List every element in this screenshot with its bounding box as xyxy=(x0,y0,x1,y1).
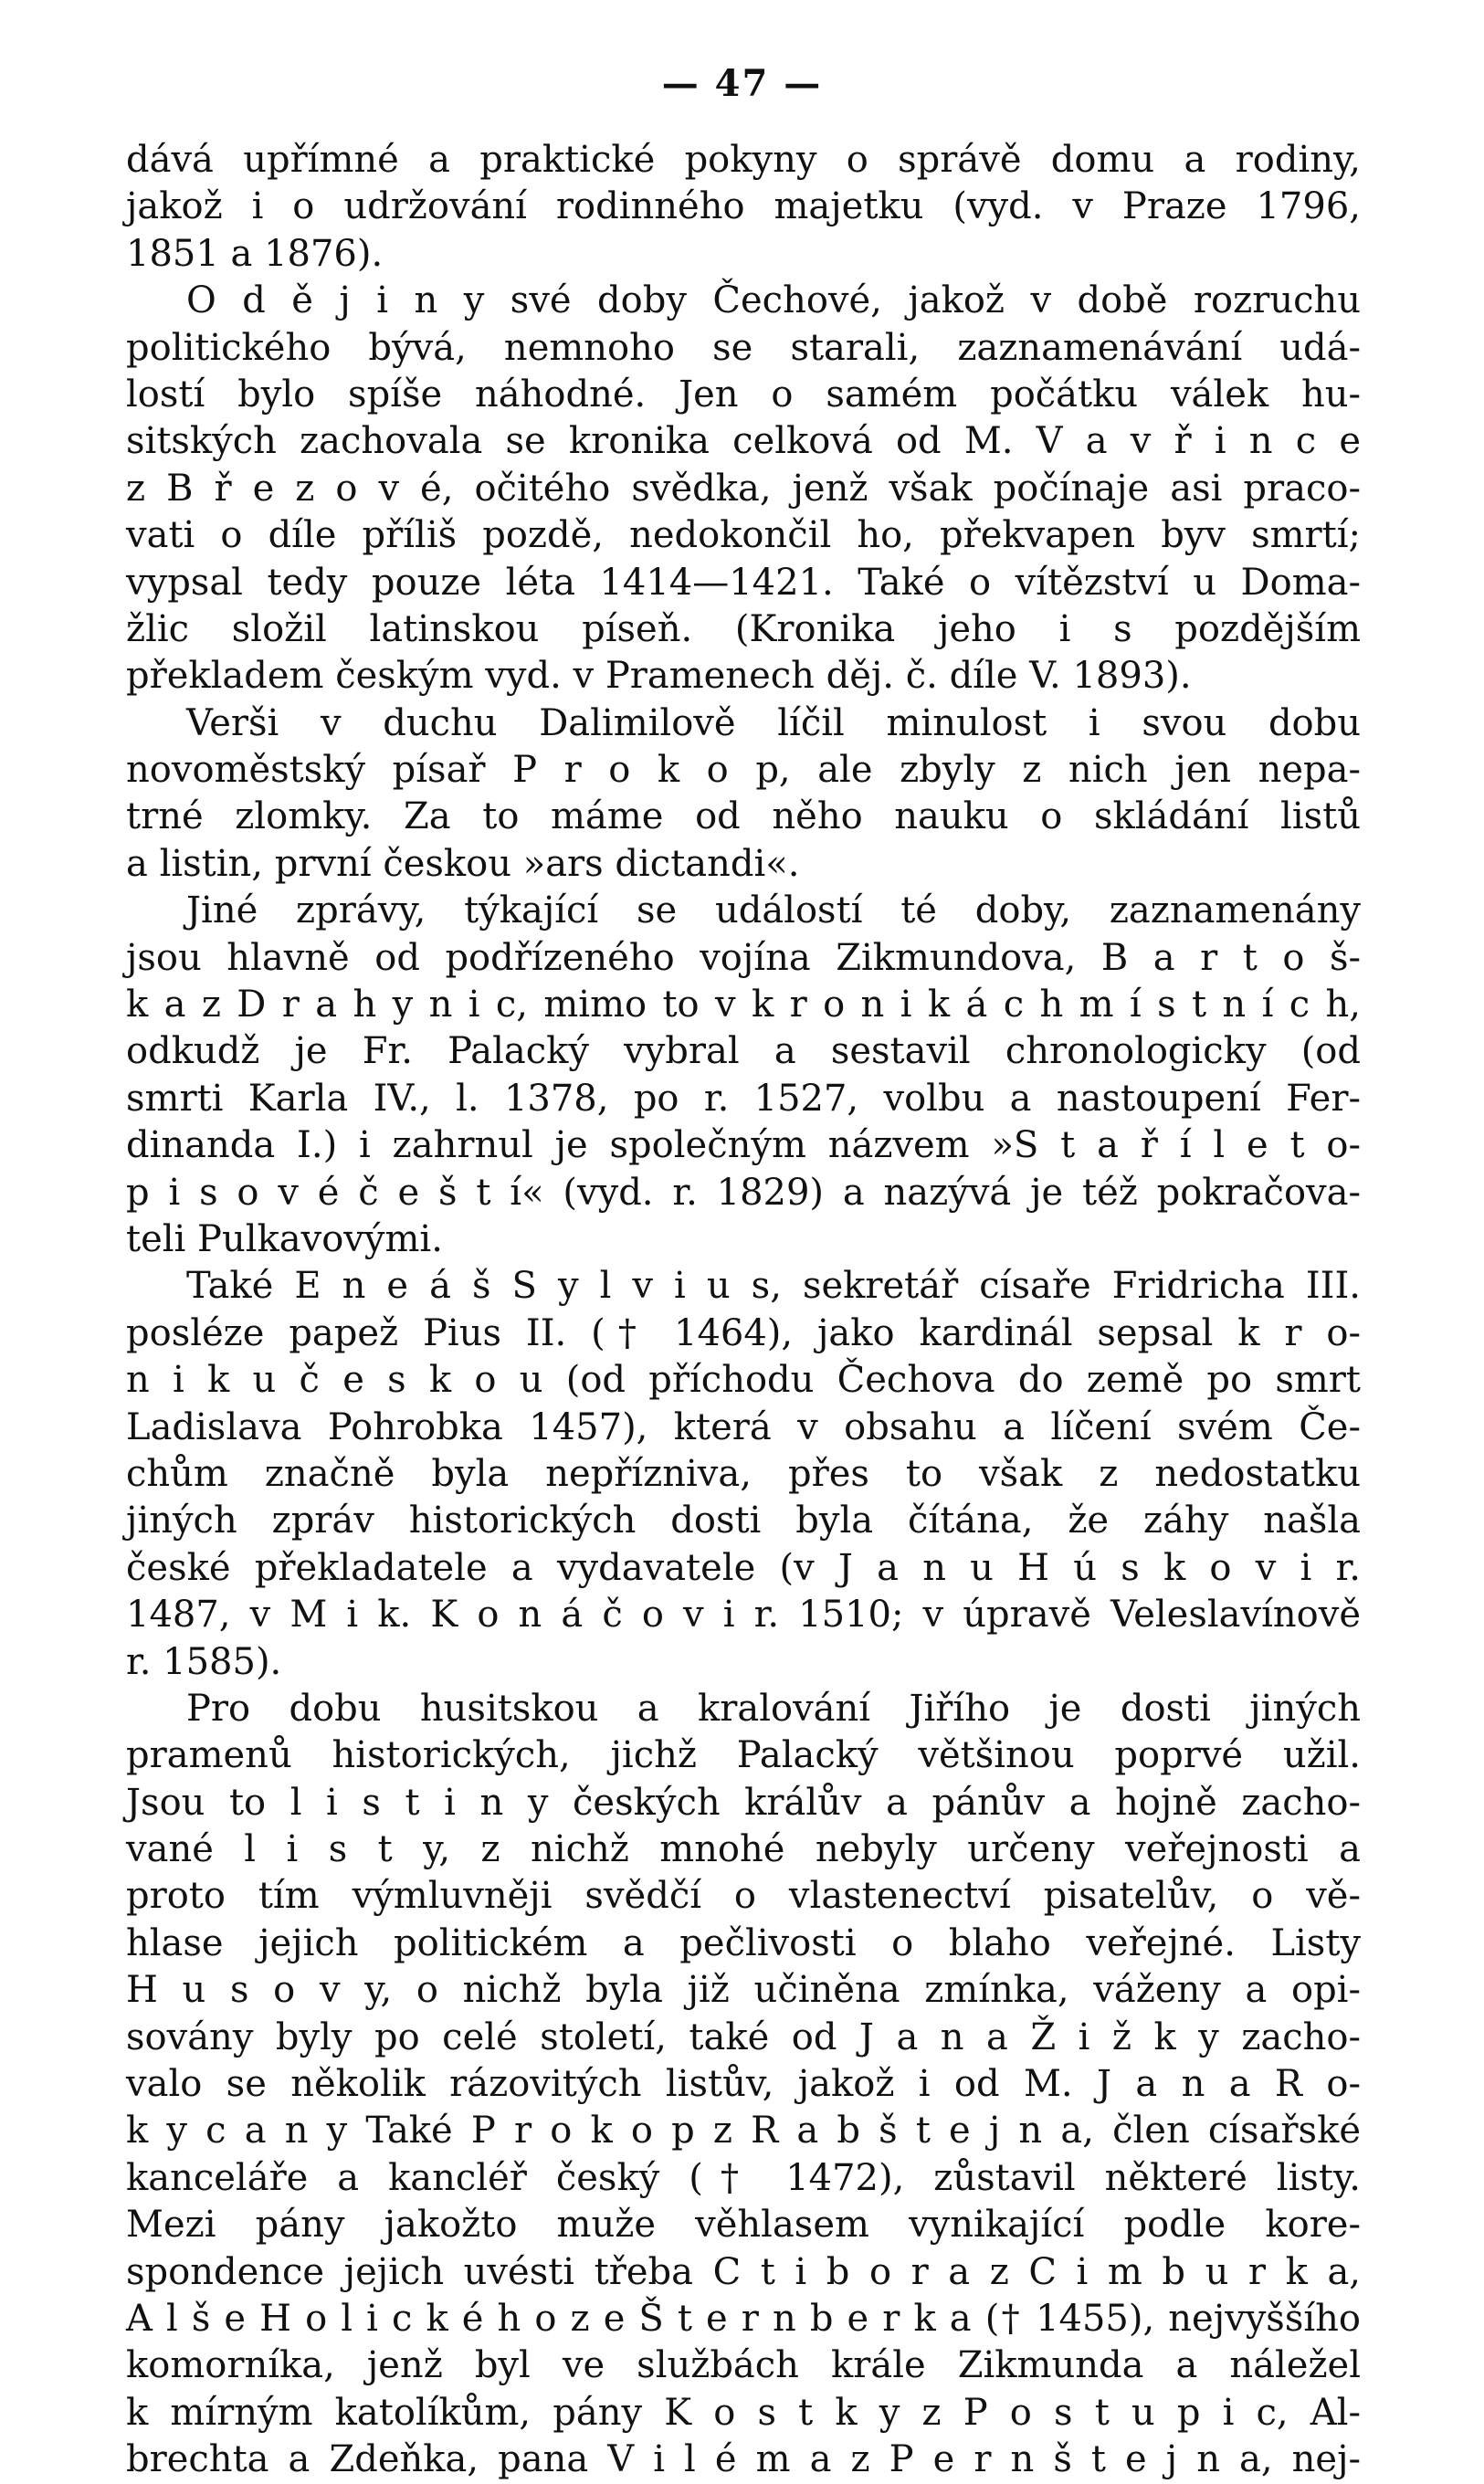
text-line: 1487, v M i k. K o n á č o v i r. 1510; v úpravě Veleslavínově xyxy=(126,1594,1361,1637)
text-line: k mírným katolíkům, pány K o s t k y z P o s t u p i c, Al- xyxy=(126,2391,1361,2434)
text-line: Mezi pány jakožto muže věhlasem vynikající podle kore- xyxy=(126,2204,1361,2247)
text-line: žlic složil latinskou píseň. (Kronika jeho i s pozdějším xyxy=(126,607,1361,650)
text-line: Jsou to l i s t i n y českých králův a pánův a hojně zacho- xyxy=(126,1781,1361,1824)
text-line: k y c a n y Také P r o k o p z R a b š t e j n a, člen císařské xyxy=(126,2110,1361,2152)
text-line: A l š e H o l i c k é h o z e Š t e r n b e r k a († 1455), nejvyššího xyxy=(126,2297,1361,2340)
text-line: dává upřímné a praktické pokyny o správě domu a rodiny, xyxy=(126,139,1361,181)
text-line: komorníka, jenž byl ve službách krále Zikmunda a náležel xyxy=(126,2344,1361,2387)
text-line: dinanda I.) i zahrnul je společným názvem »S t a ř í l e t o- xyxy=(126,1124,1361,1167)
text-line: české překladatele a vydavatele (v J a n u H ú s k o v i r. xyxy=(126,1546,1361,1589)
text-line: p i s o v é č e š t í« (vyd. r. 1829) a nazývá je též pokračova- xyxy=(126,1171,1361,1214)
text-line: z B ř e z o v é, očitého svědka, jenž však počínaje asi praco- xyxy=(126,467,1361,510)
text-line: Pro dobu husitskou a kralování Jiřího je dosti jiných xyxy=(186,1687,1361,1730)
text-line: sovány byly po celé století, také od J a n a Ž i ž k y zacho- xyxy=(126,2016,1361,2058)
text-line: teli Pulkavovými. xyxy=(126,1217,443,1260)
text-line: vané l i s t y, z nichž mnohé nebyly určeny veřejnosti a xyxy=(126,1828,1361,1871)
page-number: — 47 — xyxy=(661,62,823,105)
text-line: a listin, první českou »ars dictandi«. xyxy=(126,842,800,885)
text-line: překladem českým vyd. v Pramenech děj. č. díle V. 1893). xyxy=(126,655,1192,698)
text-line: jakož i o udržování rodinného majetku (vyd. v Praze 1796, xyxy=(126,185,1361,228)
text-line: politického bývá, nemnoho se starali, zaznamenávání udá- xyxy=(126,326,1361,369)
text-line: O d ě j i n y své doby Čechové, jakož v době rozruchu xyxy=(186,279,1361,322)
text-line: jiných zpráv historických dosti byla čítána, že záhy našla xyxy=(126,1500,1361,1542)
text-line: jsou hlavně od podřízeného vojína Zikmundova, B a r t o š- xyxy=(126,936,1361,979)
text-line: trné zlomky. Za to máme od něho nauku o skládání listů xyxy=(126,795,1361,838)
text-line: chům značně byla nepřízniva, přes to však z nedostatku xyxy=(126,1452,1361,1495)
text-line: k a z D r a h y n i c, mimo to v k r o n i k á c h m í s t n í c h, xyxy=(126,984,1361,1026)
text-line: vypsal tedy pouze léta 1414—1421. Také o vítězství u Doma- xyxy=(126,561,1361,604)
text-line: vati o díle příliš pozdě, nedokončil ho, překvapen byv smrtí; xyxy=(126,514,1361,557)
text-line: valo se několik rázovitých listův, jakož i od M. J a n a R o- xyxy=(126,2063,1361,2106)
text-line: novoměstský písař P r o k o p, ale zbyly z nich jen nepa- xyxy=(126,749,1361,792)
text-line: n i k u č e s k o u (od příchodu Čechova do země po smrt xyxy=(126,1359,1361,1402)
text-line: r. 1585). xyxy=(126,1640,282,1683)
text-line: proto tím výmluvněji svědčí o vlastenectví pisatelův, o vě- xyxy=(126,1875,1361,1918)
text-line: sitských zachovala se kronika celková od M. V a v ř i n c e xyxy=(126,420,1361,463)
text-line: Verši v duchu Dalimilově líčil minulost i svou dobu xyxy=(186,701,1361,744)
text-line: smrti Karla IV., l. 1378, po r. 1527, volbu a nastoupení Fer- xyxy=(126,1077,1361,1120)
text-line: Ladislava Pohrobka 1457), která v obsahu a líčení svém Če- xyxy=(126,1405,1361,1448)
text-line: posléze papež Pius II. († 1464), jako kardinál sepsal k r o- xyxy=(126,1311,1361,1354)
text-line: Také E n e á š S y l v i u s, sekretář císaře Fridricha III. xyxy=(186,1265,1361,1308)
text-line: Jiné zprávy, týkající se událostí té doby, zaznamenány xyxy=(186,889,1361,932)
text-line: brechta a Zdeňka, pana V i l é m a z P e r n š t e j n a, nej- xyxy=(126,2438,1361,2481)
text-line: kanceláře a kancléř český († 1472), zůstavil některé listy. xyxy=(126,2156,1361,2199)
body-text xyxy=(126,137,1361,2484)
text-line: odkudž je Fr. Palacký vybral a sestavil chronologicky (od xyxy=(126,1030,1361,1073)
text-line: pramenů historických, jichž Palacký většinou poprvé užil. xyxy=(126,1734,1361,1777)
text-line: hlase jejich politickém a pečlivosti o blaho veřejné. Listy xyxy=(126,1921,1361,1964)
text-line: spondence jejich uvésti třeba C t i b o r a z C i m b u r k a, xyxy=(126,2250,1361,2293)
text-line: lostí bylo spíše náhodné. Jen o samém počátku válek hu- xyxy=(126,373,1361,416)
text-line: 1851 a 1876). xyxy=(126,232,384,275)
text-line: H u s o v y, o nichž byla již učiněna zmínka, váženy a opi- xyxy=(126,1969,1361,2012)
